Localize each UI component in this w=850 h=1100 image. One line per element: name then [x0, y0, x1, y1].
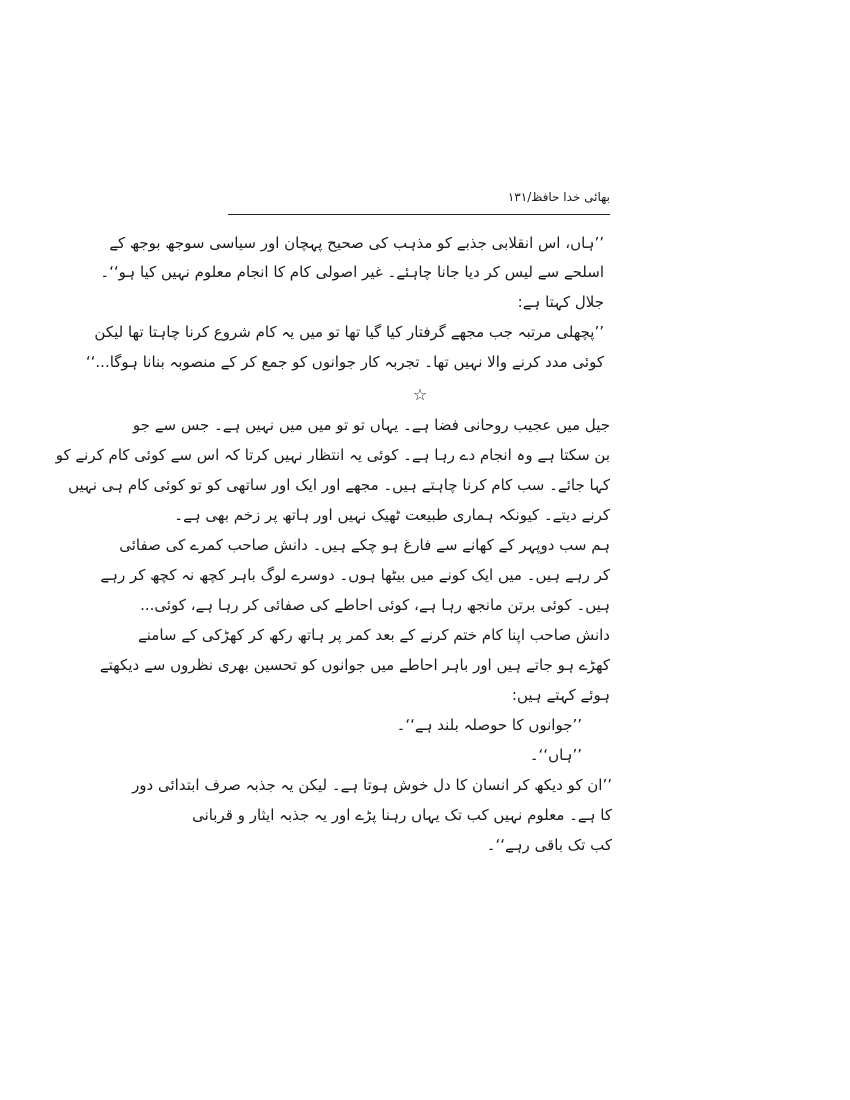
- text-line: کر رہے ہیں۔ میں ایک کونے میں بیٹھا ہوں۔ دوسرے لوگ باہر کچھ نہ کچھ کر رہے: [100, 566, 610, 584]
- text-line: جلال کہتا ہے:: [517, 293, 604, 311]
- text-line: ’’جوانوں کا حوصلہ بلند ہے‘‘۔: [396, 716, 582, 734]
- text-line: ’’ان کو دیکھ کر انسان کا دل خوش ہوتا ہے۔ لیکن یہ جذبہ صرف ابتدائی دور: [132, 776, 612, 794]
- text-line: کہا جائے۔ سب کام کرنا چاہتے ہیں۔ مجھے اور ایک اور ساتھی کو تو کوئی کام ہی نہیں: [68, 476, 610, 494]
- running-header: [228, 186, 610, 215]
- text-line: کرنے دیتے۔ کیونکہ ہماری طبیعت ٹھیک نہیں اور ہاتھ پر زخم بھی ہے۔: [174, 506, 610, 524]
- text-line: ’’ہاں، اس انقلابی جذبے کو مذہب کی صحیح پہچان اور سیاسی سوجھ بوجھ کے: [109, 234, 604, 252]
- text-line: ہوئے کہتے ہیں:: [511, 686, 610, 704]
- text-line: کب تک باقی رہے‘‘۔: [486, 836, 612, 854]
- text-line: کوئی مدد کرنے والا نہیں تھا۔ تجربہ کار جوانوں کو جمع کر کے منصوبہ بنانا ہوگا...‘‘: [85, 353, 604, 371]
- text-line: بن سکتا ہے وہ انجام دے رہا ہے۔ کوئی یہ انتظار نہیں کرتا کہ اس سے کوئی کام کرنے کو: [55, 446, 610, 464]
- text-line: کھڑے ہو جاتے ہیں اور باہر احاطے میں جوانوں کو تحسین بھری نظروں سے دیکھتے: [99, 656, 610, 674]
- star-ornament-icon: ☆: [412, 385, 428, 404]
- header-title: بھائی خدا حافظ/۱۳۱: [507, 190, 610, 204]
- text-line: دانش صاحب اپنا کام ختم کرنے کے بعد کمر پر ہاتھ رکھ کر کھڑکی کے سامنے: [137, 626, 610, 644]
- text-line: ’’پچھلی مرتبہ جب مجھے گرفتار کیا گیا تھا تو میں یہ کام شروع کرنا چاہتا تھا لیکن: [94, 323, 604, 341]
- text-line: ہم سب دوپہر کے کھانے سے فارغ ہو چکے ہیں۔ دانش صاحب کمرے کی صفائی: [119, 536, 610, 554]
- text-line: ہیں۔ کوئی برتن مانجھ رہا ہے، کوئی احاطے کی صفائی کر رہا ہے، کوئی...: [140, 596, 610, 614]
- text-line: ’’ہاں‘‘۔: [529, 746, 582, 764]
- text-line: کا ہے۔ معلوم نہیں کب تک یہاں رہنا پڑے اور یہ جذبہ ایثار و قربانی: [192, 806, 612, 824]
- text-line: جیل میں عجیب روحانی فضا ہے۔ یہاں تو تو میں میں نہیں ہے۔ جس سے جو: [132, 416, 610, 434]
- text-line: اسلحے سے لیس کر دیا جانا چاہئے۔ غیر اصولی کام کا انجام معلوم نہیں کیا ہو‘‘۔: [100, 263, 604, 281]
